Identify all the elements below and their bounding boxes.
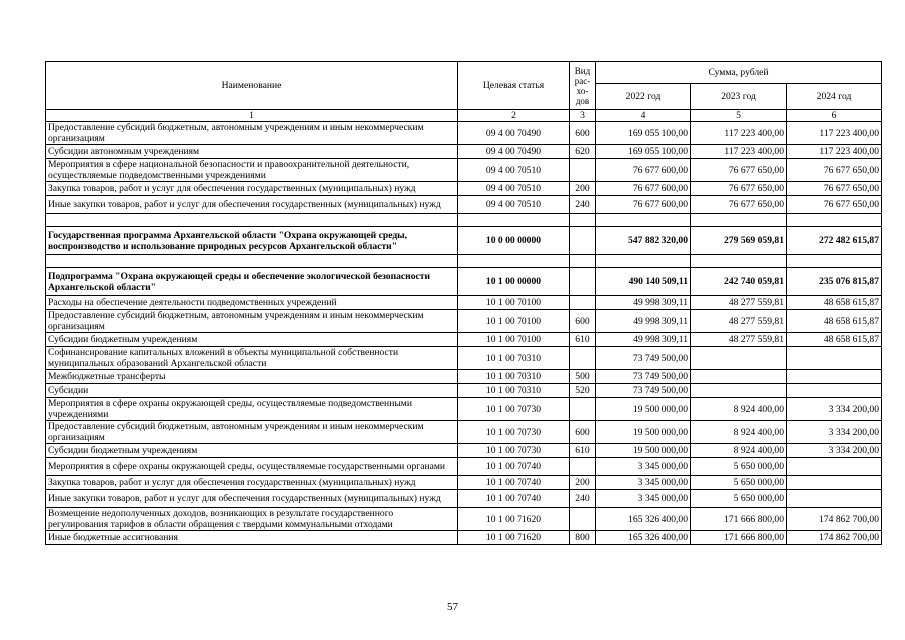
amount-2022: 165 326 400,00 [596, 508, 691, 531]
row-name: Субсидии [46, 384, 458, 398]
empty-cell [570, 255, 596, 268]
amount-2024: 48 658 615,87 [787, 333, 882, 347]
empty-cell [46, 255, 458, 268]
budget-table [45, 61, 882, 545]
target-code: 09 4 00 70510 [458, 182, 570, 196]
amount-2022: 169 055 100,00 [596, 122, 691, 145]
row-name: Субсидии бюджетным учреждениям [46, 333, 458, 347]
row-name: Иные закупки товаров, работ и услуг для обеспечения государственных (муниципальных) нужд [46, 490, 458, 508]
table-row [46, 370, 882, 384]
row-name: Межбюджетные трансферты [46, 370, 458, 384]
amount-2022: 3 345 000,00 [596, 490, 691, 508]
amount-2022: 169 055 100,00 [596, 145, 691, 159]
table-row [46, 122, 882, 145]
header-year-2023: 2023 год [691, 84, 787, 110]
amount-2022: 73 749 500,00 [596, 347, 691, 370]
row-name: Предоставление субсидий бюджетным, автономным учреждениям и иным некоммерческим организациям [46, 421, 458, 444]
header-name: Наименование [46, 62, 458, 110]
amount-2024: 48 658 615,87 [787, 310, 882, 333]
amount-2023: 5 650 000,00 [691, 458, 787, 476]
column-number: 2 [458, 110, 570, 122]
amount-2023: 117 223 400,00 [691, 122, 787, 145]
row-name: Закупка товаров, работ и услуг для обеспечения государственных (муниципальных) нужд [46, 476, 458, 490]
table-row [46, 384, 882, 398]
amount-2022: 19 500 000,00 [596, 398, 691, 421]
expense-type [570, 268, 596, 296]
row-name: Предоставление субсидий бюджетным, автономным учреждениям и иным некоммерческим организациям [46, 310, 458, 333]
amount-2024: 3 334 200,00 [787, 398, 882, 421]
page-number: 57 [447, 601, 458, 613]
table-row [46, 182, 882, 196]
target-code: 09 4 00 70510 [458, 159, 570, 182]
amount-2023 [691, 370, 787, 384]
amount-2022: 76 677 600,00 [596, 196, 691, 214]
target-code: 10 1 00 70740 [458, 490, 570, 508]
target-code: 10 1 00 71620 [458, 508, 570, 531]
amount-2022: 19 500 000,00 [596, 421, 691, 444]
row-name: Субсидии бюджетным учреждениям [46, 444, 458, 458]
amount-2024 [787, 458, 882, 476]
row-name: Мероприятия в сфере национальной безопасности и правоохранительной деятельности, осуществляемые подведомственными учреждениями [46, 159, 458, 182]
target-code: 10 1 00 70100 [458, 333, 570, 347]
column-number: 4 [596, 110, 691, 122]
header-type: Вид рас- хо- дов [570, 62, 596, 110]
target-code: 10 0 00 00000 [458, 227, 570, 255]
header-year-2024: 2024 год [787, 84, 882, 110]
expense-type: 500 [570, 370, 596, 384]
table-row [46, 227, 882, 255]
table-row [46, 310, 882, 333]
amount-2023: 117 223 400,00 [691, 145, 787, 159]
amount-2023: 8 924 400,00 [691, 421, 787, 444]
amount-2023: 242 740 059,81 [691, 268, 787, 296]
amount-2022: 73 749 500,00 [596, 384, 691, 398]
table-row [46, 196, 882, 214]
amount-2024 [787, 347, 882, 370]
amount-2022: 165 326 400,00 [596, 531, 691, 545]
amount-2023: 5 650 000,00 [691, 476, 787, 490]
amount-2022: 73 749 500,00 [596, 370, 691, 384]
empty-cell [458, 255, 570, 268]
spacer-row [46, 214, 882, 227]
expense-type: 620 [570, 145, 596, 159]
amount-2024: 76 677 650,00 [787, 182, 882, 196]
expense-type [570, 458, 596, 476]
expense-type [570, 398, 596, 421]
header-year-2022: 2022 год [596, 84, 691, 110]
expense-type: 600 [570, 421, 596, 444]
amount-2024 [787, 370, 882, 384]
target-code: 10 1 00 70730 [458, 398, 570, 421]
amount-2022: 49 998 309,11 [596, 310, 691, 333]
empty-cell [787, 255, 882, 268]
target-code: 10 1 00 71620 [458, 531, 570, 545]
empty-cell [596, 255, 691, 268]
amount-2023: 171 666 800,00 [691, 531, 787, 545]
amount-2024: 174 862 700,00 [787, 531, 882, 545]
expense-type [570, 159, 596, 182]
table-row [46, 444, 882, 458]
row-name: Закупка товаров, работ и услуг для обеспечения государственных (муниципальных) нужд [46, 182, 458, 196]
expense-type [570, 296, 596, 310]
amount-2024: 117 223 400,00 [787, 145, 882, 159]
target-code: 09 4 00 70490 [458, 122, 570, 145]
column-number: 5 [691, 110, 787, 122]
row-name: Государственная программа Архангельской области "Охрана окружающей среды, воспроизводство и использование природных ресурсов Архангельской области" [46, 227, 458, 255]
amount-2024: 76 677 650,00 [787, 196, 882, 214]
table-row [46, 398, 882, 421]
expense-type: 610 [570, 444, 596, 458]
row-name: Иные закупки товаров, работ и услуг для обеспечения государственных (муниципальных) нужд [46, 196, 458, 214]
amount-2022: 3 345 000,00 [596, 476, 691, 490]
amount-2023: 48 277 559,81 [691, 296, 787, 310]
amount-2024: 48 658 615,87 [787, 296, 882, 310]
expense-type [570, 347, 596, 370]
expense-type: 240 [570, 196, 596, 214]
target-code: 10 1 00 70310 [458, 384, 570, 398]
expense-type: 800 [570, 531, 596, 545]
amount-2023: 76 677 650,00 [691, 196, 787, 214]
amount-2024: 3 334 200,00 [787, 421, 882, 444]
empty-cell [458, 214, 570, 227]
spacer-row [46, 255, 882, 268]
header-target: Целевая статья [458, 62, 570, 110]
row-name: Возмещение недополученных доходов, возникающих в результате государственного регулирования тарифов в области обращения с твердыми коммунальными отходами [46, 508, 458, 531]
empty-cell [787, 214, 882, 227]
amount-2024: 3 334 200,00 [787, 444, 882, 458]
amount-2022: 76 677 600,00 [596, 159, 691, 182]
expense-type: 200 [570, 182, 596, 196]
table-row [46, 458, 882, 476]
amount-2024 [787, 476, 882, 490]
amount-2022: 3 345 000,00 [596, 458, 691, 476]
expense-type [570, 227, 596, 255]
amount-2024: 272 482 615,87 [787, 227, 882, 255]
table-row [46, 296, 882, 310]
row-name: Мероприятия в сфере охраны окружающей среды, осуществляемые подведомственными учреждениями [46, 398, 458, 421]
row-name: Предоставление субсидий бюджетным, автономным учреждениям и иным некоммерческим организациям [46, 122, 458, 145]
table-row [46, 421, 882, 444]
table-row [46, 159, 882, 182]
table-row [46, 531, 882, 545]
row-name: Расходы на обеспечение деятельности подведомственных учреждений [46, 296, 458, 310]
target-code: 09 4 00 70490 [458, 145, 570, 159]
expense-type: 200 [570, 476, 596, 490]
target-code: 10 1 00 70740 [458, 458, 570, 476]
expense-type: 240 [570, 490, 596, 508]
amount-2023: 171 666 800,00 [691, 508, 787, 531]
amount-2023: 48 277 559,81 [691, 333, 787, 347]
empty-cell [691, 214, 787, 227]
row-name: Субсидии автономным учреждениям [46, 145, 458, 159]
amount-2022: 490 140 509,11 [596, 268, 691, 296]
target-code: 10 1 00 70730 [458, 421, 570, 444]
column-number: 3 [570, 110, 596, 122]
amount-2023: 279 569 059,81 [691, 227, 787, 255]
amount-2023: 8 924 400,00 [691, 444, 787, 458]
row-name: Софинансирование капитальных вложений в объекты муниципальной собственности муниципальных образований Архангельской области [46, 347, 458, 370]
amount-2022: 49 998 309,11 [596, 296, 691, 310]
amount-2024: 235 076 815,87 [787, 268, 882, 296]
amount-2023: 76 677 650,00 [691, 182, 787, 196]
amount-2023: 5 650 000,00 [691, 490, 787, 508]
empty-cell [596, 214, 691, 227]
amount-2022: 76 677 600,00 [596, 182, 691, 196]
table-row [46, 347, 882, 370]
amount-2022: 49 998 309,11 [596, 333, 691, 347]
target-code: 10 1 00 70730 [458, 444, 570, 458]
target-code: 10 1 00 70100 [458, 310, 570, 333]
header-sum: Сумма, рублей [596, 62, 882, 84]
amount-2022: 19 500 000,00 [596, 444, 691, 458]
target-code: 10 1 00 70310 [458, 347, 570, 370]
amount-2023: 48 277 559,81 [691, 310, 787, 333]
column-number: 6 [787, 110, 882, 122]
table-row [46, 490, 882, 508]
empty-cell [570, 214, 596, 227]
target-code: 10 1 00 00000 [458, 268, 570, 296]
row-name: Иные бюджетные ассигнования [46, 531, 458, 545]
target-code: 10 1 00 70100 [458, 296, 570, 310]
amount-2024 [787, 490, 882, 508]
target-code: 09 4 00 70510 [458, 196, 570, 214]
table-row [46, 333, 882, 347]
expense-type [570, 508, 596, 531]
amount-2024: 76 677 650,00 [787, 159, 882, 182]
table-row [46, 476, 882, 490]
amount-2024 [787, 384, 882, 398]
table-row [46, 145, 882, 159]
amount-2023 [691, 384, 787, 398]
column-number: 1 [46, 110, 458, 122]
expense-type: 520 [570, 384, 596, 398]
amount-2022: 547 882 320,00 [596, 227, 691, 255]
expense-type: 600 [570, 310, 596, 333]
amount-2023: 8 924 400,00 [691, 398, 787, 421]
amount-2024: 174 862 700,00 [787, 508, 882, 531]
row-name: Подпрограмма "Охрана окружающей среды и обеспечение экологической безопасности Архангельской области" [46, 268, 458, 296]
expense-type: 610 [570, 333, 596, 347]
amount-2023 [691, 347, 787, 370]
empty-cell [691, 255, 787, 268]
table-row [46, 268, 882, 296]
table-row [46, 508, 882, 531]
expense-type: 600 [570, 122, 596, 145]
amount-2024: 117 223 400,00 [787, 122, 882, 145]
target-code: 10 1 00 70740 [458, 476, 570, 490]
row-name: Мероприятия в сфере охраны окружающей среды, осуществляемые государственными органами [46, 458, 458, 476]
amount-2023: 76 677 650,00 [691, 159, 787, 182]
target-code: 10 1 00 70310 [458, 370, 570, 384]
empty-cell [46, 214, 458, 227]
